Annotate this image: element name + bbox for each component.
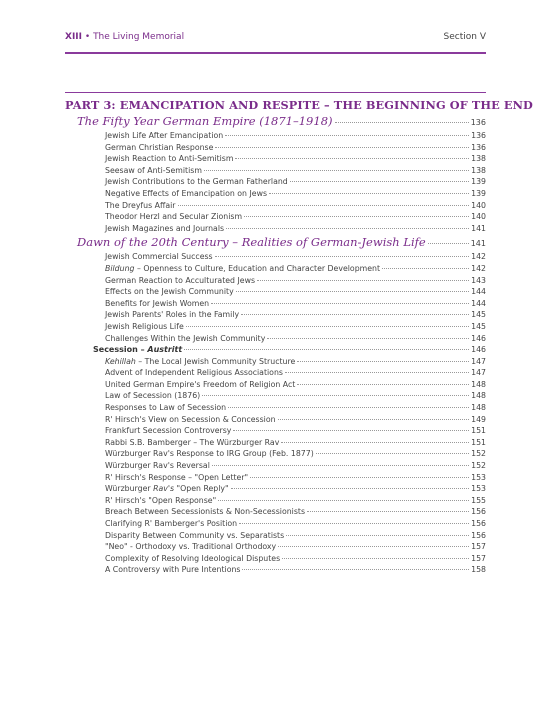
dot-leader [186, 326, 469, 327]
page-number: 146 [471, 333, 486, 343]
page-number: 136 [471, 142, 486, 152]
page-number: 140 [471, 212, 486, 222]
toc-entry[interactable] [65, 223, 486, 235]
toc-title-bold-italic: Austritt [147, 345, 183, 355]
toc-entry[interactable] [65, 367, 486, 379]
toc-rows [65, 113, 486, 576]
page-number: 156 [471, 519, 486, 528]
page-number: 136 [470, 118, 486, 127]
dot-leader [204, 170, 469, 171]
toc-title [105, 472, 248, 484]
toc-chapter[interactable] [65, 234, 486, 251]
toc-entry[interactable] [65, 153, 486, 165]
toc-entry[interactable] [65, 437, 486, 449]
book-title: The Living Memorial [93, 32, 185, 42]
toc-title-text: R' Hirsch's "Open Response" [105, 495, 217, 505]
dot-leader [242, 569, 469, 570]
toc-title-text: Negative Effects of Emancipation on Jews [105, 188, 268, 198]
toc-entry[interactable] [65, 530, 486, 542]
page-number: 144 [471, 298, 486, 308]
toc-title [105, 553, 280, 565]
toc-title [105, 483, 229, 495]
toc-title [105, 153, 233, 165]
toc-title [105, 379, 295, 391]
toc-title-text: Jewish Parents' Roles in the Family [105, 310, 240, 320]
dot-leader [281, 442, 469, 443]
toc-title-text: Jewish Contributions to the German Fatherland [105, 177, 288, 187]
toc-title-text: "Open Reply" [174, 484, 229, 494]
dot-leader [235, 158, 469, 159]
toc-title [105, 286, 234, 298]
dot-leader [226, 228, 469, 229]
page-number: 145 [471, 310, 486, 320]
dot-leader [244, 216, 469, 217]
dot-leader [218, 500, 469, 501]
toc-title [105, 356, 295, 368]
page-number: 151 [471, 426, 486, 436]
dot-leader [257, 280, 469, 281]
page-number: 148 [471, 403, 486, 413]
toc-entry[interactable] [65, 309, 486, 321]
toc-entry[interactable] [65, 541, 486, 553]
toc-title-text: Advent of Independent Religious Associations [105, 368, 283, 378]
toc-title [105, 298, 209, 310]
toc-title-text: Breach Between Secessionists & Non-Secessionists [105, 507, 306, 517]
dot-leader [239, 523, 469, 524]
toc-title-italic: Bildung [105, 263, 135, 273]
page-number: 153 [471, 472, 486, 482]
dot-leader [215, 147, 469, 148]
page-number: 143 [471, 275, 486, 285]
toc-entry[interactable] [65, 425, 486, 437]
toc-title [105, 188, 267, 200]
toc-title-text: Frankfurt Secession Controversy [105, 426, 232, 436]
toc-title [77, 234, 426, 251]
toc-entry[interactable] [65, 176, 486, 188]
dot-leader [297, 384, 469, 385]
page-number: 138 [471, 165, 486, 175]
toc-title [105, 263, 380, 275]
page-number: 145 [471, 321, 486, 331]
header-left [65, 30, 184, 44]
toc-chapter[interactable] [65, 113, 486, 130]
toc-title-text: Jewish Reaction to Anti-Semitism [105, 154, 234, 164]
part-title: PART 3: EMANCIPATION AND RESPITE – THE BEGINNING OF THE END [65, 98, 533, 112]
page-number: 148 [471, 379, 486, 389]
toc-title [105, 165, 202, 177]
toc-title [105, 390, 200, 402]
dot-leader [297, 361, 469, 362]
page-number: 140 [471, 200, 486, 210]
toc-title [105, 130, 223, 142]
toc-title-text: Würzburger [105, 484, 154, 494]
toc-title [105, 437, 279, 449]
section-label: Section V [443, 32, 486, 42]
toc-title-text: Challenges Within the Jewish Community [105, 333, 266, 343]
page-number: 151 [471, 437, 486, 447]
toc-title-text: – The Local Jewish Community Structure [135, 356, 296, 366]
dot-leader [290, 181, 469, 182]
toc-title-italic: Kehillah [105, 356, 136, 366]
toc-entry[interactable] [65, 518, 486, 530]
toc-title-text: Würzburger Rav's Response to IRG Group (Feb. 1877) [105, 449, 314, 459]
dot-leader [212, 465, 469, 466]
dot-leader [278, 546, 469, 547]
dot-leader [231, 488, 469, 489]
page-number: 147 [471, 368, 486, 378]
toc-entry[interactable] [65, 414, 486, 426]
header-rule [65, 52, 486, 54]
page-number: 142 [471, 252, 486, 262]
toc-title-text: German Reaction to Acculturated Jews [105, 275, 256, 285]
toc-entry[interactable] [65, 321, 486, 333]
toc-entry[interactable] [65, 495, 486, 507]
toc-entry[interactable] [65, 251, 486, 263]
toc-title [105, 211, 242, 223]
dot-leader [428, 243, 469, 244]
page-number: 139 [471, 188, 486, 198]
dot-leader [286, 535, 469, 536]
dot-leader [178, 205, 470, 206]
dot-leader [316, 453, 469, 454]
dot-leader [282, 558, 469, 559]
toc-entry[interactable] [65, 286, 486, 298]
page-number: 156 [471, 530, 486, 540]
page-number: 148 [471, 391, 486, 401]
toc-title-text: The Fifty Year German Empire (1871–1918) [77, 114, 333, 128]
dot-leader [228, 407, 469, 408]
toc-title-text: Jewish Magazines and Journals [105, 223, 225, 233]
dot-leader [307, 511, 469, 512]
toc-title-text: Clarifying R' Bamberger's Position [105, 519, 238, 528]
toc-title [105, 200, 176, 212]
toc-entry[interactable] [65, 333, 486, 345]
dot-leader [267, 338, 469, 339]
toc-entry[interactable] [65, 483, 486, 495]
toc-title-text: A Controversy with Pure Intentions [105, 565, 241, 575]
page-number: 157 [471, 553, 486, 563]
toc-title [105, 275, 255, 287]
toc-entry[interactable] [65, 356, 486, 368]
toc-title-text: Law of Secession (1876) [105, 391, 201, 401]
table-of-contents [65, 97, 533, 576]
toc-entry[interactable] [65, 165, 486, 177]
toc-entry[interactable] [65, 130, 486, 142]
toc-entry[interactable] [65, 188, 486, 200]
toc-entry[interactable] [65, 379, 486, 391]
toc-title [105, 321, 184, 333]
page-number: 157 [471, 542, 486, 552]
toc-entry[interactable] [65, 472, 486, 484]
dot-leader [202, 395, 469, 396]
toc-entry[interactable] [65, 275, 486, 287]
toc-title [105, 530, 284, 542]
toc-title [77, 113, 333, 130]
toc-title-text: Jewish Life After Emancipation [105, 131, 224, 140]
page-number: 146 [471, 345, 486, 355]
page-number: 136 [471, 131, 486, 140]
toc-title-text: – Openness to Culture, Education and Character Development [134, 263, 381, 273]
toc-title-text: Responses to Law of Secession [105, 403, 227, 413]
page-number: 158 [471, 565, 486, 575]
toc-title [93, 344, 182, 356]
dot-leader [250, 477, 469, 478]
toc-title [105, 506, 305, 518]
header-bullet: • [84, 32, 91, 42]
toc-entry[interactable] [65, 506, 486, 518]
toc-section[interactable] [65, 344, 486, 356]
toc-entry[interactable] [65, 211, 486, 223]
toc-title [105, 251, 213, 263]
toc-title-text: "Neo" - Orthodoxy vs. Traditional Orthodoxy [105, 542, 277, 552]
toc-entry[interactable] [65, 390, 486, 402]
toc-title-text: Disparity Between Community vs. Separatists [105, 530, 285, 540]
page-number: 139 [471, 177, 486, 187]
toc-title-text: Secession – [93, 345, 148, 355]
page-number: 141 [471, 223, 486, 233]
toc-title-text: Würzburger Rav's Reversal [105, 461, 210, 471]
page-number: 155 [471, 495, 486, 505]
page-number: 149 [471, 414, 486, 424]
toc-entry[interactable] [65, 448, 486, 460]
toc-title [105, 518, 237, 530]
toc-entry[interactable] [65, 402, 486, 414]
toc-title-text: Complexity of Resolving Ideological Disputes [105, 553, 281, 563]
page-number: 144 [471, 287, 486, 297]
dot-leader [285, 372, 469, 373]
toc-title [105, 448, 314, 460]
part-rule [65, 92, 486, 93]
toc-title-text: R' Hirsch's Response – "Open Letter" [105, 472, 249, 482]
page-number: 152 [471, 461, 486, 471]
toc-title-text: Rabbi S.B. Bamberger – The Würzburger Rav [105, 437, 280, 447]
page-number: 142 [471, 263, 486, 273]
toc-entry[interactable] [65, 263, 486, 275]
toc-title [105, 142, 213, 154]
dot-leader [184, 349, 469, 350]
toc-title [105, 333, 265, 345]
chapter-roman-numeral: XIII [65, 32, 82, 42]
toc-entry[interactable] [65, 142, 486, 154]
toc-title [105, 223, 224, 235]
toc-title-text: The Dreyfus Affair [105, 200, 176, 210]
toc-title [105, 367, 283, 379]
toc-title-text: Effects on the Jewish Community [105, 287, 234, 297]
toc-title-text: Jewish Religious Life [105, 321, 184, 331]
dot-leader [225, 135, 469, 136]
toc-title [105, 564, 240, 576]
dot-leader [269, 193, 469, 194]
toc-title [105, 309, 239, 321]
toc-title [105, 460, 210, 472]
dot-leader [278, 419, 470, 420]
toc-title-italic: Rav's [153, 484, 175, 494]
toc-title [105, 402, 226, 414]
toc-title [105, 414, 276, 426]
page-number: 141 [470, 239, 486, 249]
page-number: 156 [471, 507, 486, 517]
toc-title-text: Theodor Herzl and Secular Zionism [105, 212, 243, 222]
toc-title [105, 541, 276, 553]
dot-leader [211, 303, 469, 304]
toc-title-text: Dawn of the 20th Century – Realities of German-Jewish Life [77, 235, 426, 250]
dot-leader [335, 122, 469, 123]
toc-title-text: Seesaw of Anti-Semitism [105, 165, 202, 175]
dot-leader [215, 256, 469, 257]
page-number: 153 [471, 484, 486, 494]
toc-title-text: United German Empire's Freedom of Religion Act [105, 379, 296, 389]
page-number: 152 [471, 449, 486, 459]
toc-entry[interactable] [65, 460, 486, 472]
toc-title-text: R' Hirsch's View on Secession & Concession [105, 414, 276, 424]
toc-title [105, 176, 288, 188]
page-number: 147 [471, 356, 486, 366]
toc-title-text: German Christian Response [105, 142, 214, 152]
dot-leader [241, 314, 469, 315]
page-number: 138 [471, 154, 486, 164]
toc-title [105, 425, 231, 437]
toc-title-text: Jewish Commercial Success [105, 252, 213, 262]
dot-leader [382, 268, 469, 269]
dot-leader [236, 291, 469, 292]
toc-entry[interactable] [65, 298, 486, 310]
dot-leader [233, 430, 469, 431]
toc-entry[interactable] [65, 564, 486, 576]
toc-title-text: Benefits for Jewish Women [105, 298, 210, 308]
toc-title [105, 495, 216, 507]
page-header [65, 30, 486, 44]
toc-entry[interactable] [65, 553, 486, 565]
toc-entry[interactable] [65, 200, 486, 212]
